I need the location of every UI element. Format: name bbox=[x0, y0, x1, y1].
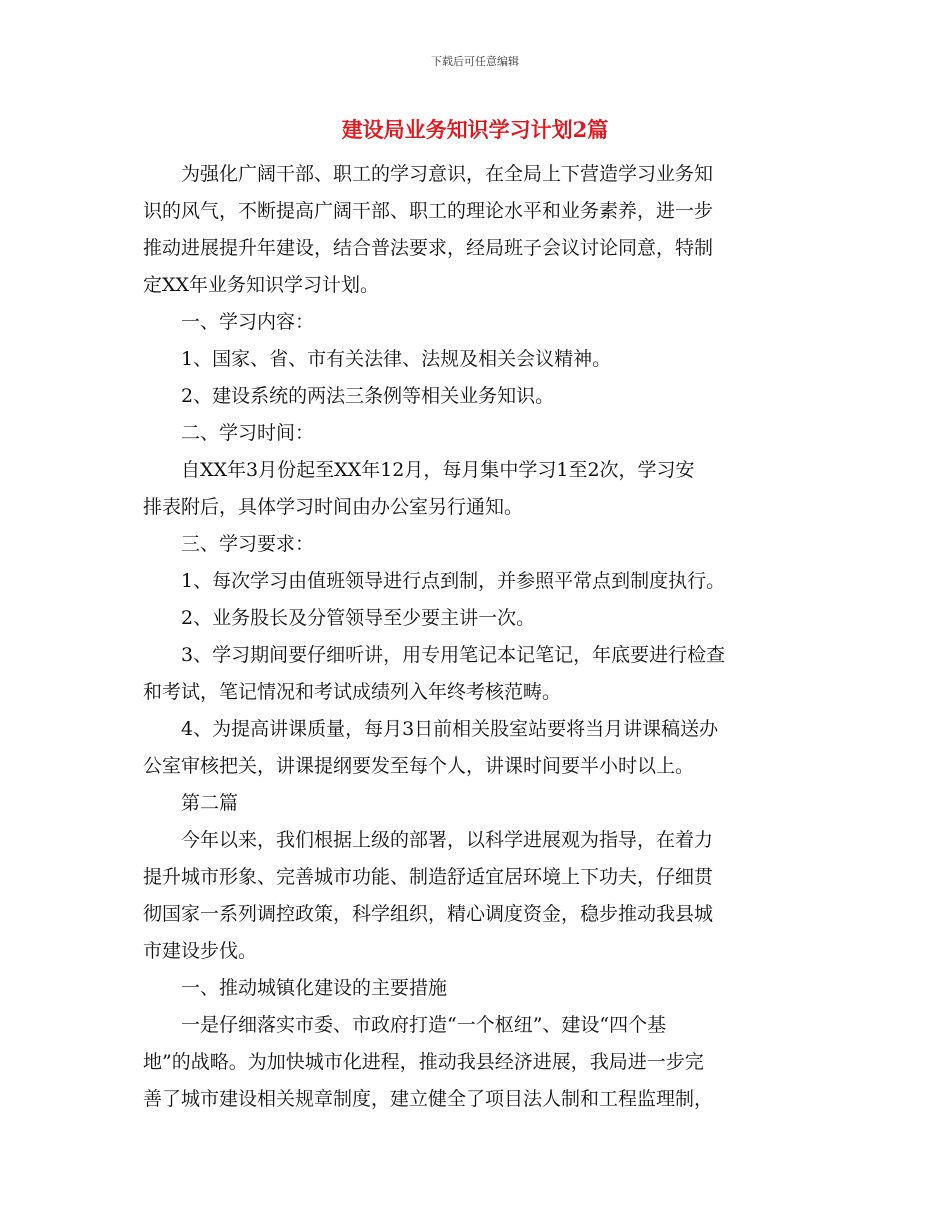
section-heading: 一、学习内容： bbox=[181, 311, 315, 333]
section-heading: 第二篇 bbox=[181, 792, 239, 814]
list-item: 4、为提高讲课质量，每月3日前相关股室站要将当月讲课稿送办 公室审核把关，讲课提纲要发至每个人，讲课时间要半小时以上。 bbox=[143, 718, 719, 777]
document-body bbox=[143, 156, 813, 1118]
paragraph: 今年以来，我们根据上级的部署，以科学进展观为指导，在着力 提升城市形象、完善城市功能、制造舒适宜居环境上下功夫，仔细贯 彻国家一系列调控政策，科学组织，精心调度资金，稳步推动我县城 市建设步伐。 bbox=[143, 829, 714, 962]
paragraph: 一是仔细落实市委、市政府打造“一个枢纽”、建设“四个基 地”的战略。为加快城市化进程，推动我县经济进展，我局进一步完 善了城市建设相关规章制度，建立健全了项目法人制和工程监理制， bbox=[143, 1014, 714, 1110]
section-heading: 三、学习要求： bbox=[181, 533, 315, 555]
list-item: 1、国家、省、市有关法律、法规及相关会议精神。 bbox=[181, 348, 612, 370]
section-heading: 一、推动城镇化建设的主要措施 bbox=[181, 977, 448, 999]
list-item: 1、每次学习由值班领导进行点到制，并参照平常点到制度执行。 bbox=[181, 570, 726, 592]
list-item: 2、建设系统的两法三条例等相关业务知识。 bbox=[181, 385, 555, 407]
paragraph: 为强化广阔干部、职工的学习意识，在全局上下营造学习业务知 识的风气，不断提高广阔干部、职工的理论水平和业务素养，进一步 推动进展提升年建设，结合普法要求，经局班子会议讨论同意，特制 定XX年业务知识学习计划。 bbox=[143, 163, 714, 296]
document-title: 建设局业务知识学习计划2篇 bbox=[341, 117, 609, 142]
list-item: 2、业务股长及分管领导至少要主讲一次。 bbox=[181, 607, 536, 629]
page-header-note: 下载后可任意编辑 bbox=[431, 55, 519, 68]
list-item: 3、学习期间要仔细听讲，用专用笔记本记笔记，年底要进行检查 和考试，笔记情况和考试成绩列入年终考核范畴。 bbox=[143, 644, 726, 703]
paragraph: 自XX年3月份起至XX年12月，每月集中学习1至2次，学习安 排表附后，具体学习时间由办公室另行通知。 bbox=[143, 459, 695, 518]
section-heading: 二、学习时间： bbox=[181, 422, 315, 444]
